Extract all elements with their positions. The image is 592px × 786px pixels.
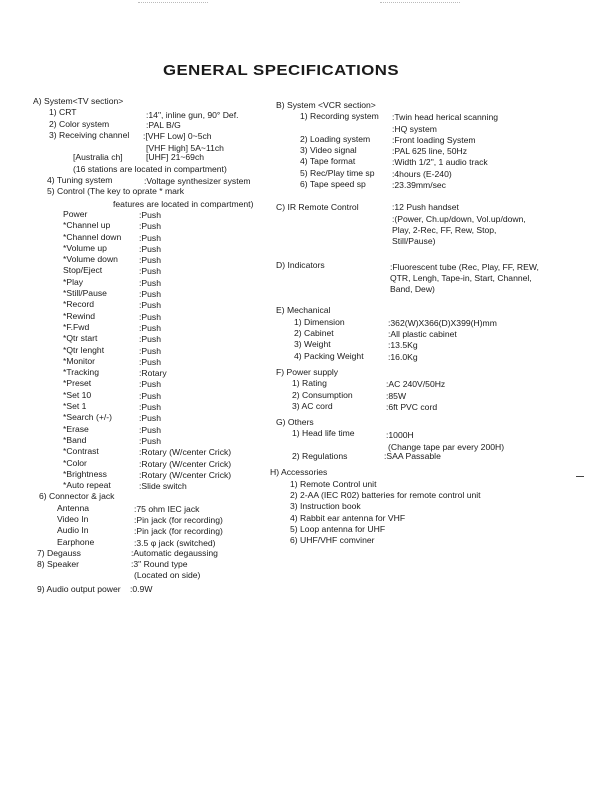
spec-value: :Push — [139, 435, 161, 446]
spec-row — [33, 277, 273, 288]
spec-value: :3.5 φ jack (switched) — [134, 537, 216, 548]
spec-label: *Erase — [63, 423, 89, 434]
spec-row — [33, 514, 273, 525]
section-heading: G) Others — [276, 417, 314, 428]
spec-label: [Australia ch] — [73, 152, 123, 163]
spec-label: *Still/Pause — [63, 288, 107, 299]
spec-note: (16 stations are located in compartment) — [73, 163, 227, 174]
spec-row — [33, 390, 273, 401]
spec-row — [276, 390, 566, 401]
spec-label: 7) Degauss — [37, 547, 81, 558]
spec-note: features are located in compartment) — [113, 198, 254, 209]
accessory-item — [276, 479, 566, 490]
spec-row — [276, 111, 566, 122]
spec-label: 1) CRT — [49, 107, 77, 118]
spec-row — [276, 401, 566, 412]
spec-label: 1) Recording system — [300, 111, 379, 122]
spec-value: :Push — [139, 424, 161, 435]
spec-row — [276, 156, 566, 167]
spec-value: :12 Push handset — [392, 202, 459, 213]
spec-label: 3) Instruction book — [290, 501, 361, 512]
spec-value: :75 ohm IEC jack — [134, 503, 200, 514]
accessory-item — [276, 524, 566, 535]
section-heading: H) Accessories — [270, 467, 328, 478]
spec-label: Power — [63, 208, 88, 219]
spec-value: :(Power, Ch.up/down, Vol.up/down, Play, 2-Rec, FF, Rew, Stop, Still/Pause) — [392, 213, 526, 247]
spec-value: :Push — [139, 232, 161, 243]
spec-label: *Channel down — [63, 231, 122, 242]
spec-value: :4hours (E-240) — [392, 168, 452, 179]
spec-row — [33, 446, 273, 457]
spec-label: *Qtr start — [63, 333, 98, 344]
spec-label: 4) Tape format — [300, 156, 356, 167]
spec-label: Antenna — [57, 502, 90, 513]
spec-value: [UHF] 21~69ch — [146, 152, 205, 163]
spec-row — [33, 356, 273, 367]
accessory-item — [276, 501, 566, 512]
spec-label: *Set 10 — [63, 389, 92, 400]
spec-label: Video In — [57, 513, 89, 524]
spec-value: :6ft PVC cord — [386, 401, 438, 412]
spec-label: *Contrast — [63, 446, 99, 457]
spec-row — [33, 333, 273, 344]
spec-label: 3) Video signal — [300, 145, 357, 156]
spec-value: :Push — [139, 277, 161, 288]
spec-label: Audio In — [57, 525, 89, 536]
spec-value: :All plastic cabinet — [388, 329, 457, 340]
spec-label: 2) Loading system — [300, 133, 371, 144]
spec-label: 3) Weight — [294, 339, 331, 350]
spec-value: :85W — [386, 390, 407, 401]
spec-row — [33, 458, 273, 469]
spec-value: :Pin jack (for recording) — [134, 526, 223, 537]
spec-value: :1000H — [386, 430, 414, 441]
spec-value: :Voltage synthesizer system — [144, 176, 251, 187]
spec-row — [33, 232, 273, 243]
spec-value: :Push — [139, 221, 161, 232]
margin-mark — [576, 476, 584, 477]
spec-value: :[VHF Low] 0~5ch — [143, 130, 212, 141]
spec-value: :Push — [139, 390, 161, 401]
spec-label: *Auto repeat — [63, 480, 111, 491]
spec-value: :Pin jack (for recording) — [134, 514, 223, 525]
spec-value: :Rotary (W/center Crick) — [139, 458, 232, 469]
accessory-item — [276, 490, 566, 501]
spec-row — [276, 339, 566, 350]
spec-label: *Qtr lenght — [63, 344, 105, 355]
spec-row — [33, 220, 273, 231]
spec-label: 1) Head life time — [292, 428, 355, 439]
spec-value: :SAA Passable — [384, 451, 441, 462]
spec-label: 4) Rabbit ear antenna for VHF — [290, 512, 406, 523]
spec-label: 2) Color system — [49, 118, 110, 129]
spec-row — [33, 254, 273, 265]
spec-value: :Push — [139, 402, 161, 413]
spec-row — [33, 311, 273, 322]
spec-row — [276, 145, 566, 156]
page-title: GENERAL SPECIFICATIONS — [162, 62, 400, 79]
spec-value: :Push — [139, 334, 161, 345]
spec-row — [276, 328, 566, 339]
top-dotted-rule-left — [138, 2, 208, 4]
spec-row — [33, 503, 273, 514]
spec-label: *Record — [63, 299, 95, 310]
spec-value: :16.0Kg — [388, 351, 418, 362]
spec-row — [33, 435, 273, 446]
spec-value: :Width 1/2", 1 audio track — [392, 157, 488, 168]
spec-value: :Push — [139, 413, 161, 424]
spec-row — [276, 378, 566, 389]
spec-value: :Rotary (W/center Crick) — [139, 469, 232, 480]
section-heading: E) Mechanical — [276, 305, 331, 316]
spec-value: :Automatic degaussing — [131, 547, 218, 558]
spec-value: :Push — [139, 243, 161, 254]
spec-value: (Change tape par every 200H) — [388, 441, 505, 452]
spec-value: :Push — [139, 356, 161, 367]
spec-value: :Push — [139, 322, 161, 333]
accessories-list — [276, 479, 566, 547]
spec-value: :14", inline gun, 90° Def. — [146, 110, 239, 121]
spec-label: Stop/Eject — [63, 265, 103, 276]
spec-value: :Push — [139, 209, 161, 220]
spec-value: :23.39mm/sec — [392, 180, 446, 191]
spec-value: :Push — [139, 266, 161, 277]
spec-label: *Play — [63, 276, 84, 287]
spec-row — [276, 123, 566, 134]
vcr-and-general-section — [270, 100, 566, 546]
spec-value: :Twin head herical scanning — [392, 112, 499, 123]
spec-value: :13.5Kg — [388, 340, 418, 351]
spec-label: *Channel up — [63, 220, 111, 231]
connectors-list — [33, 503, 273, 548]
spec-row — [33, 367, 273, 378]
spec-label: 1) Dimension — [294, 316, 345, 327]
spec-value: :Rotary — [139, 368, 167, 379]
spec-label: 5) Rec/Play time sp — [300, 167, 375, 178]
spec-row — [276, 351, 566, 362]
spec-label: *Preset — [63, 378, 92, 389]
spec-value: :3" Round type — [131, 559, 188, 570]
section-heading: F) Power supply — [276, 366, 339, 377]
spec-label: *Band — [63, 434, 87, 445]
top-dotted-rule-right — [380, 2, 460, 4]
spec-label: 3) AC cord — [292, 400, 333, 411]
spec-label: *Monitor — [63, 355, 95, 366]
spec-value: :AC 240V/50Hz — [386, 379, 446, 390]
spec-row — [33, 345, 273, 356]
spec-label: *Tracking — [63, 367, 99, 378]
spec-value: :Push — [139, 345, 161, 356]
spec-row — [276, 317, 566, 328]
spec-value: :Push — [139, 300, 161, 311]
spec-value: :HQ system — [392, 123, 437, 134]
spec-value: :Rotary (W/center Crick) — [139, 447, 232, 458]
mechanical-list — [276, 317, 566, 362]
section-heading: C) IR Remote Control — [276, 202, 359, 213]
spec-row — [33, 299, 273, 310]
spec-row — [33, 469, 273, 480]
section-heading: D) Indicators — [276, 259, 325, 270]
spec-label: 6) UHF/VHF comviner — [290, 535, 375, 546]
accessory-item — [276, 535, 566, 546]
tv-section — [33, 96, 273, 595]
spec-label: 9) Audio output power — [37, 583, 121, 594]
spec-label: 6) Tape speed sp — [300, 179, 366, 190]
spec-row — [33, 209, 273, 220]
spec-label: *Color — [63, 457, 87, 468]
spec-row — [33, 537, 273, 548]
spec-label: 2) Cabinet — [294, 328, 334, 339]
spec-label: 1) Remote Control unit — [290, 478, 377, 489]
spec-label: *Search (+/-) — [63, 412, 112, 423]
spec-label: 2) Consumption — [292, 389, 353, 400]
accessory-item — [276, 513, 566, 524]
spec-value: :Front loading System — [392, 134, 476, 145]
spec-label: 2) Regulations — [292, 451, 348, 462]
spec-label: *Set 1 — [63, 401, 87, 412]
vcr-list — [276, 111, 566, 190]
spec-label: 4) Tuning system — [47, 175, 113, 186]
spec-row — [276, 134, 566, 145]
spec-value: :Push — [139, 255, 161, 266]
spec-label: *Volume up — [63, 242, 107, 253]
spec-row — [33, 525, 273, 536]
spec-row — [33, 401, 273, 412]
spec-row — [33, 378, 273, 389]
section-heading: A) System<TV section> — [33, 96, 124, 106]
spec-value: :Push — [139, 289, 161, 300]
controls-list — [33, 209, 273, 491]
spec-row — [276, 168, 566, 179]
spec-value: :Fluorescent tube (Rec, Play, FF, REW, QTR, Lengh, Tape-in, Start, Channel, Band, Dew) — [390, 261, 539, 295]
section-heading: B) System <VCR section> — [276, 100, 376, 110]
spec-value: :Push — [139, 311, 161, 322]
spec-label: 2) 2-AA (IEC R02) batteries for remote control unit — [290, 489, 481, 500]
spec-row — [33, 424, 273, 435]
spec-value: [VHF High] 5A~11ch — [146, 143, 224, 154]
spec-label: 4) Packing Weight — [294, 350, 364, 361]
spec-label: *Rewind — [63, 310, 96, 321]
spec-label: Earphone — [57, 536, 95, 547]
spec-row — [33, 243, 273, 254]
spec-value: (Located on side) — [134, 570, 201, 581]
power-list — [276, 378, 566, 412]
spec-label: *Volume down — [63, 254, 118, 265]
spec-row — [33, 412, 273, 423]
spec-value: :0.9W — [130, 583, 153, 594]
spec-label: *F.Fwd — [63, 321, 90, 332]
spec-row — [33, 265, 273, 276]
spec-row — [33, 322, 273, 333]
spec-value: :PAL B/G — [146, 119, 181, 130]
spec-label: 3) Receiving channel — [49, 129, 130, 140]
spec-label: 6) Connector & jack — [39, 491, 115, 502]
spec-label: 8) Speaker — [37, 559, 80, 570]
spec-row — [33, 288, 273, 299]
spec-row — [33, 480, 273, 491]
spec-label: 1) Rating — [292, 378, 327, 389]
spec-value: :362(W)X366(D)X399(H)mm — [388, 317, 497, 328]
spec-label: *Brightness — [63, 468, 107, 479]
spec-value: :PAL 625 line, 50Hz — [392, 146, 468, 157]
spec-row — [276, 179, 566, 190]
spec-label: 5) Control (The key to oprate * mark — [47, 186, 185, 197]
spec-value: :Slide switch — [139, 481, 187, 492]
spec-value: :Push — [139, 379, 161, 390]
spec-label: 5) Loop antenna for UHF — [290, 523, 386, 534]
